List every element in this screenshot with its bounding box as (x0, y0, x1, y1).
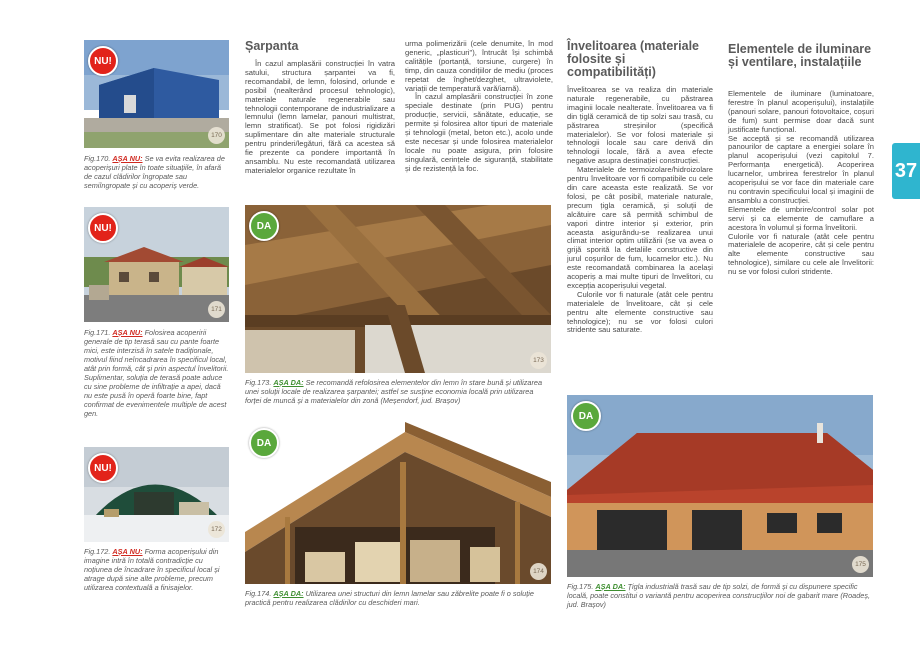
caption-label: Fig.174. (245, 589, 274, 598)
nu-badge: NU! (88, 46, 118, 76)
caption-tag: AȘA NU: (112, 154, 143, 163)
caption-label: Fig.170. (84, 154, 113, 163)
caption-text: Utilizarea unei structuri din lemn lamelar sau zăbrelite poate fi o soluție practică pentru realizarea clădirilor cu deschideri mari. (245, 589, 534, 607)
caption-label: Fig.171. (84, 328, 113, 337)
photo-170 (84, 40, 229, 148)
sarpanta-text-cont (405, 40, 553, 174)
da-badge: DA (571, 401, 601, 431)
caption-tag: AȘA DA: (595, 582, 626, 591)
figure-number: 171 (208, 301, 225, 318)
caption-tag: AȘA DA: (273, 589, 304, 598)
caption-text: Se va evita realizarea de acoperișuri plate în toate situațiile, în afară de cazul clădirilor îngropate sau semiîngropate și cu acoperiș verde. (84, 154, 225, 190)
photo-173 (245, 205, 551, 373)
caption-173 (245, 378, 551, 405)
paragraph: urma polimerizării (cele denumite, în mod generic, „plasticuri"), întrucât își schimbă calitățile (portanță, torsiune, curgere) în timp, din cauza condițiilor de mediu (proces repetat de înghet/dezghet, ultraviolete, variații de temperatură vară/iarnă). (405, 39, 553, 93)
caption-text: Se recomandă refolosirea elementelor din lemn în stare bună și utilizarea unei soluții locale de realizarea șarpantei; astfel se susține economia locală prin utilizarea forței de muncă și a materialelor din zonă (Meșendorf, jud. Brașov) (245, 378, 543, 405)
photo-174 (245, 422, 551, 584)
caption-text: Țigla industrială trasă sau de tip solzi, de formă și cu dispunere specific locală, poate constitui o variantă pentru acoperirea construcțiilor noi de gabarit mare (Roadeș, jud. Brașov) (567, 582, 870, 609)
paragraph: Elementele de iluminare (luminatoare, ferestre în planul acoperișului), instalațiile (panouri solare, panouri fotovoltaice, coșuri de fum) sunt permise doar dacă sunt justificate funcțional. (728, 89, 874, 134)
caption-text: Folosirea acoperirii generale de tip terasă sau cu pante foarte mici, este interzisă în satele tradiționale, motivul fiind neîncadrarea în specificul local, atât prin formă, cât și prin aspectul învelitorii. Suplimentar, soluția de terasă poate aduce cu sine probleme de infiltrație a apei, dacă nu este pusă în operă foarte bine, fapt confirmat de evenimentele multiple de acest gen. (84, 328, 229, 418)
paragraph: În cazul amplasării construcției în zone speciale destinate (prin PUG) pentru producție, servicii, sănătate, educație, se permite și folosirea altor tipuri de materiale și tehnologii (metal, beton etc.), acolo unde este necesar și unde folosirea materialelor locale nu poate asigura, prin folosire singulară, cerințele de siguranță, stabilitate și de rezistență la foc. (405, 92, 553, 173)
caption-174 (245, 589, 551, 607)
paragraph: Culorile vor fi naturale (atât cele pentru materialele de acoperire, cât și cele pentru alte elemente constructive sau tehnologice), similare cu cele ale învelitorii: nu se vor folosi culori stridente. (728, 231, 874, 277)
figure-number: 174 (530, 563, 547, 580)
caption-tag: AȘA NU: (112, 547, 143, 556)
caption-label: Fig.172. (84, 547, 113, 556)
figure-number: 173 (530, 352, 547, 369)
caption-175 (567, 582, 873, 609)
paragraph: În cazul amplasării construcției în vatra satului, structura șarpantei va fi, recomandabil, de lemn, folosind, orlunde e posibil (nealterând procesul tehnologic), materiale naturale regenerabile sau tehnologii contemporane de industrializare a lemnului (lemn lamelar, panouri multistrat, lemn stratificat). Se pot folosi rigidizări suplimentare din alte materiale structurale pentru prinderi/legături, fără ca acestea să fie prezente ca pondere importantă în ansamblu. Nu este recomandată utilizarea materialelor organice rezultate în (245, 59, 395, 175)
da-badge: DA (249, 211, 279, 241)
sarpanta-text (245, 60, 395, 176)
elemente-text (728, 90, 874, 277)
paragraph: Culorile vor fi naturale (atât cele pentru materialele de învelitoare, cât și cele pentru alte elemente constructive sau tehnologice); nu se vor folosi culori stridente sau saturate. (567, 289, 713, 335)
nu-badge: NU! (88, 453, 118, 483)
section-title-invelitoarea: Învelitoarea (materiale folosite și compatibilități) (567, 39, 700, 79)
caption-172 (84, 547, 229, 592)
photo-171 (84, 207, 229, 322)
caption-text: Forma acoperișului din imagine intră în totală contradicție cu noțiunea de încadrare în specificul local și atrage după sine alte probleme, precum utilizarea contextuală a finisajelor. (84, 547, 220, 592)
section-title-sarpanta: Șarpanta (245, 39, 299, 53)
caption-tag: AȘA NU: (112, 328, 143, 337)
caption-tag: AȘA DA: (273, 378, 304, 387)
photo-172 (84, 447, 229, 542)
section-title-elemente: Elementele de iluminare și ventilare, instalațiile (728, 42, 872, 69)
nu-badge: NU! (88, 213, 118, 243)
caption-171 (84, 328, 229, 418)
caption-label: Fig.175. (567, 582, 596, 591)
caption-label: Fig.173. (245, 378, 274, 387)
paragraph: Învelitoarea se va realiza din materiale naturale regenerabile, cu păstrarea imaginii locale nealterate. Învelitoarea va fi din țiglă ceramică de tip solzi sau trasă, cu păstrarea streșinilor (specifică materialelor). Se vor folosi materiale și tehnologii locale sau care derivă din tehnologii locale, fără a avea efecte negative asupra destinației construcției. (567, 85, 713, 166)
figure-number: 172 (208, 521, 225, 538)
da-badge: DA (249, 428, 279, 458)
figure-number: 175 (852, 556, 869, 573)
photo-175 (567, 395, 873, 577)
page-number-tab: 37 (892, 143, 920, 199)
invelitoarea-text (567, 86, 713, 335)
paragraph: Elementele de umbrire/control solar pot servi și ca elemente de camuflare a acestora în volumul și forma învelitorii. (728, 204, 874, 232)
caption-170 (84, 154, 229, 190)
paragraph: Se acceptă și se recomandă utilizarea panourilor de captare a energiei solare în planul acoperișului (vezi capitolul 7. Performanța energetică). Acoperirea lucarnelor, umbrirea ferestrelor în planul acoperișului se vor face din materiale care nu contravin specificului local și imaginii de ansamblu a construcției. (728, 133, 874, 205)
figure-number: 170 (208, 127, 225, 144)
paragraph: Materialele de termoizolare/hidroizolare pentru învelitoare vor fi compatibile cu cele din care aceasta este realizată. Se vor folosi, pe cât posibil, materiale naturale, precum țigla ceramică, și soluții de alcătuire care să permită schimbul de vapori dintre interior și exterior, prin aceasta asigurându-se realizarea unui climat interior optim utilizării (se va avea o grijă sporită la detaliile constructive din jurul coșurilor de fum, lucarnelor etc.). Nu este recomandată combinarea la același acoperiș a mai multe tipuri de învelitori, cu excepția acoperișului vegetal. (567, 165, 713, 290)
